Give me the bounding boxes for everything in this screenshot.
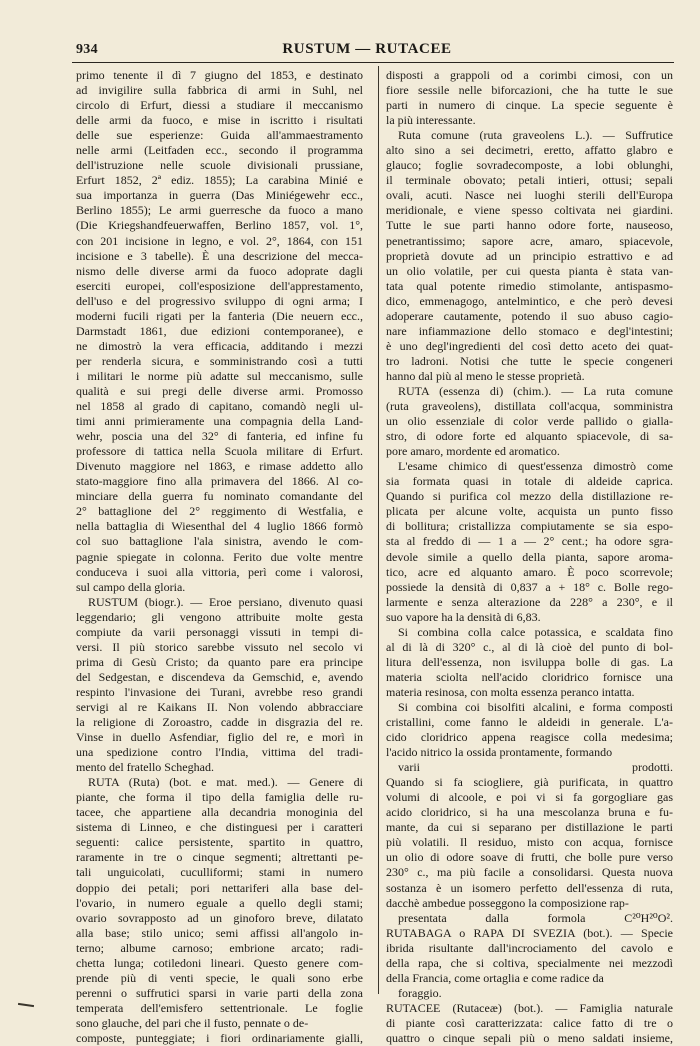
text-line: 230° c., ma più facile a consolidarsi. Questa nuova (386, 865, 673, 880)
right-column (386, 68, 673, 1046)
text-line: volumi di alcoole, e poi vi si fa gorgogliare gas (386, 790, 673, 805)
text-line: varii prodotti. (398, 760, 673, 775)
text-line: sono glauche, del pari che il fusto, pennate o de- (76, 1015, 309, 1030)
text-line: disposti a grappoli od a corimbi cimosi, con un (386, 68, 673, 82)
margin-mark (18, 1003, 34, 1007)
text-line: l'ovario, in numero eguale a quello degli stami; (76, 895, 363, 910)
text-line: Quando si fa sciogliere, già purificata, in quattro (386, 775, 673, 790)
text-line: doppio dei petali; pori nettariferi alla base del- (76, 880, 363, 895)
text-line: qualità e sui pregi delle diverse armi. Promosso (76, 383, 363, 398)
text-line: servigi al re Kaikans II. Non volendo abbracciare (76, 699, 363, 714)
text-line: tico, acre ed alquanto amaro. È poco scorrevole; (386, 564, 673, 579)
text-line: fiore sessile nelle biforcazioni, che ha tutte le sue (386, 83, 673, 98)
text-line: ibrida risultante dall'incrociamento del cavolo e (386, 940, 673, 955)
column-divider (378, 66, 379, 994)
text-line: incisione e 3 tabelle). È una descrizione del mecca- (76, 248, 363, 263)
text-line: dell'istruzione nelle scuole divisionali prussiane, (76, 158, 363, 173)
text-line: litura dell'essenza, non isviluppa bolle di gas. La (386, 654, 673, 669)
text-line: (Die Kriegshandfeuerwaffen, Berlino 1857, vol. 1°, (76, 218, 363, 233)
text-line: presentata dalla formola C²⁰H²⁰O². (398, 910, 673, 925)
text-line: di bollitura; cristallizza compiutamente se sia espo- (386, 519, 673, 534)
text-line: suo vapore ha la densità di 6,83. (386, 609, 541, 624)
text-line: cido cloridrico appena reagisce colla medesima; (386, 730, 673, 745)
text-line: RUTA (essenza di) (chim.). — La ruta comune (398, 383, 673, 398)
text-line: acido cloridrico, si ha una mescolanza bruna e fu- (386, 805, 673, 820)
text-line: timi anni primieramente una compagnia della Land- (76, 414, 363, 429)
text-line: la più interessante. (386, 113, 476, 128)
text-line: possiede la densità di 0,837 a + 18° c. Bolle rego- (386, 579, 673, 594)
text-line: Quando si purifica col mezzo della distillazione re- (386, 489, 673, 504)
text-line: tali unguicolati, cuculliformi; stami in numero (76, 865, 363, 880)
text-line: una spedizione contro l'India, vittima del tradi- (76, 745, 363, 760)
text-line: tata qual potente rimedio stimolante, antispasmo- (386, 278, 673, 293)
text-line: ad invigilire sulla fabbrica di armi in Suhl, nel (76, 83, 363, 98)
text-line: Tutte le sue parti hanno odore forte, nauseoso, (386, 218, 673, 233)
text-line: RUTACEE (Rutaceæ) (bot.). — Famiglia naturale (386, 1000, 673, 1015)
text-line: dell'uso e del progressivo sviluppo di ogni arma; I (76, 293, 363, 308)
text-line: Divenuto maggiore nel 1863, e rimase addetto allo (76, 459, 363, 474)
text-line: col suo battaglione l'ala sinistra, avendo le com- (76, 534, 363, 549)
text-line: delle armi da fuoco, e mise in iscritto i risultati (76, 113, 363, 128)
text-line: Ruta comune (ruta graveolens L.). — Suffrutice (398, 128, 673, 143)
text-line: terno; albume carnoso; embrione arcato; radi- (76, 940, 363, 955)
text-line: un olio volatile, per cui questa pianta è stata van- (386, 263, 673, 278)
text-line: un olio di odore soave di frutti, che bolle pure verso (386, 850, 673, 865)
text-line: respinto l'invasione dei Turani, avrebbe reso grandi (76, 684, 363, 699)
text-line: la religione di Zoroastro, cadde in disgrazia del re. (76, 715, 363, 730)
text-line: stato-maggiore fino alla primavera del 1866. Al co- (76, 474, 363, 489)
text-line: materia sciolta nell'acido cloridrico fornisce una (386, 669, 673, 684)
text-line: primo tenente il dì 7 giugno del 1853, e destinato (76, 68, 363, 82)
text-line: quattro o cinque sepali più o meno saldati insieme, (386, 1031, 673, 1045)
header-rule (72, 62, 674, 63)
text-line: devole simile a quello della pianta, sapore aroma- (386, 549, 673, 564)
text-line: foraggio. (398, 985, 442, 1000)
text-line: perenni o suffrutici sparsi in varie parti della zona (76, 985, 363, 1000)
text-line: nismo delle diverse armi da fuoco adoprate dagli (76, 263, 363, 278)
text-line: proprietà dovute ad un principio estrattivo e ad (386, 248, 673, 263)
text-line: delle sue esperienze: Guida all'ammaestramento (76, 128, 363, 143)
text-line: con 201 incisione in legno, e vol. 2°, 1864, con 151 (76, 233, 363, 248)
text-line: alto sino a sei decimetri, eretto, affatto glabro e (386, 143, 673, 158)
page-number: 934 (76, 42, 98, 57)
text-line: ovario sovrapposto ad un ginoforo breve, dilatato (76, 910, 363, 925)
text-line: RUSTUM (biogr.). — Eroe persiano, divenuto quasi (88, 594, 363, 609)
text-line: pagnie spiegate in colonna. Ferito due volte mentre (76, 549, 363, 564)
text-line: materia resinosa, con molta essenza peranco intatta. (386, 684, 635, 699)
text-line: RUTABAGA o RAPA DI SVEZIA (bot.). — Specie (386, 925, 673, 940)
page-header (60, 40, 674, 62)
text-line: sostanza è un isomero perfetto dell'essenza di ruta, (386, 880, 673, 895)
text-line: prima di Gesù Cristo; da quanto pare era principe (76, 654, 363, 669)
text-line: wehr, poscia una del 32° di fanteria, ed infine fu (76, 429, 363, 444)
text-line: mento del fratello Scheghad. (76, 760, 214, 775)
text-line: hanno dal più al meno le stesse proprietà. (386, 368, 585, 383)
text-line: (ruta graveolens), distillata coll'acqua, somministra (386, 399, 673, 414)
text-line: della Francia, come ortaglia e come radice da (386, 970, 604, 985)
text-line: prende più di venti specie, le quali sono erbe (76, 970, 363, 985)
text-line: l'acido nitrico la ossida prontamente, formando (386, 745, 613, 760)
text-line: circolo di Erfurt, diessi a studiare il meccanismo (76, 98, 363, 113)
text-line: seguenti: calice persistente, spartito in quattro, (76, 835, 363, 850)
text-line: stro, di odore forte ed alquanto spiacevole, di sa- (386, 429, 673, 444)
text-line: professore di tattica nella Scuola militare di Erfurt. (76, 444, 363, 459)
text-line: ovali, acuti. Nasce nei luoghi sterili dell'Europa (386, 188, 673, 203)
text-line: tro ladroni. Notisi che tutte le specie congeneri (386, 353, 673, 368)
text-line: piante, che forma il tipo della famiglia delle ru- (76, 790, 363, 805)
text-line: un olio essenziale di color verde pallido o gialla- (386, 414, 673, 429)
text-line: RUTA (Ruta) (bot. e mat. med.). — Genere di (88, 775, 363, 790)
text-line: è uno degl'ingredienti del così detto aceto dei quat- (386, 338, 673, 353)
running-title: RUSTUM — RUTACEE (282, 41, 452, 57)
text-line: sta al freddo di — 1 a — 2° cent.; ha odore sgra- (386, 534, 673, 549)
left-column (76, 68, 363, 1046)
text-line: cristallini, come fanno le aldeidi in generale. L'a- (386, 715, 673, 730)
text-line: della rapa, che si coltiva, specialmente nei mezzodì (386, 955, 673, 970)
text-line: temperata dell'emisfero settentrionale. Le foglie (76, 1000, 363, 1015)
text-line: sistema di Linneo, e che distinguesi per i caratteri (76, 820, 363, 835)
text-line: raramente in tre o cinque segmenti; altrettanti pe- (76, 850, 363, 865)
text-line: nelle armi (Leitfaden ecc., secondo il programma (76, 143, 363, 158)
text-line: i militari le norme più adatte sul meccanismo, sulle (76, 368, 363, 383)
text-line: sua importanza in guerra (Das Miniégewehr ecc., (76, 188, 363, 203)
text-line: 2° battaglione del 2° reggimento di Westfalia, e (76, 504, 363, 519)
text-line: minciare della guerra fu nominato comandante del (76, 489, 363, 504)
text-line: nare infiammazione dello stomaco e degl'intestini; (386, 323, 673, 338)
text-line: L'esame chimico di quest'essenza dimostrò come (398, 459, 673, 474)
text-line: conduceva i suoi alla vittoria, perì come i valorosi, (76, 564, 363, 579)
text-line: leggendario; gli vengono attribuite molte gesta (76, 609, 363, 624)
text-line: Berlino 1855); Le armi guerresche da fuoco a mano (76, 203, 363, 218)
text-line: meridionale, e viene spesso coltivata nei giardini. (386, 203, 673, 218)
text-line: sul campo della gloria. (76, 579, 186, 594)
text-line: glauco; foglie sovradecomposte, a lobi oblunghi, (386, 158, 673, 173)
text-line: di piante così caratterizzata: calice fatto di tre o (386, 1015, 673, 1030)
text-line: al di là di 320° c., al di là cioè del punto di bol- (386, 639, 673, 654)
text-line: più volatili. Il residuo, misto con acqua, fornisce (386, 835, 673, 850)
text-line: Si combina coi bisolfiti alcalini, e forma composti (398, 699, 673, 714)
text-line: composte, punteggiate; i fiori ordinariamente gialli, (76, 1031, 363, 1045)
text-line: Erfurt 1852, 2ª ediz. 1855); La carabina Minié e (76, 173, 363, 188)
text-line: del Sedgestan, e discendeva da Gemschid, e, avendo (76, 669, 363, 684)
text-line: nella battaglia di Wiesenthal del 4 luglio 1866 formò (76, 519, 363, 534)
text-line: larmente e senza alterazione da 228° a 230°, e il (386, 594, 673, 609)
text-line: dacchè ambedue posseggono la composizione rap- (386, 895, 629, 910)
text-line: versi. Il più storico sarebbe vissuto nel secolo vi (76, 639, 363, 654)
text-line: chetta lunga; cotiledoni lineari. Questo genere com- (76, 955, 363, 970)
text-line: compiute da varii personaggi vissuti in tempi di- (76, 624, 363, 639)
text-line: parti in numero di cinque. La specie seguente è (386, 98, 673, 113)
text-line: il terminale obovato; petali intieri, ottusi; sepali (386, 173, 673, 188)
text-line: Vinse in duello Asfendiar, figlio del re, e morì in (76, 730, 363, 745)
text-line: sia formata quasi in totale di aldeide caprica. (386, 474, 673, 489)
text-line: adoperare cautamente, potendo il suo abuso cagio- (386, 308, 673, 323)
text-line: mante, da cui si separano per distillazione le parti (386, 820, 673, 835)
text-line: dico, emmenagogo, antelmintico, e che però devesi (386, 293, 673, 308)
text-line: pore amaro, mordente ed aromatico. (386, 444, 560, 459)
text-line: ne dimostrò la vera efficacia, additando i mezzi (76, 338, 363, 353)
text-line: penetrantissimo; sapore acre, amaro, spiacevole, (386, 233, 673, 248)
text-line: moderni fucili rigati per la fanteria (Die neuern ecc., (76, 308, 363, 323)
text-line: Darmstadt 1861, due edizioni contemporanee), e (76, 323, 363, 338)
text-line: nel 1858 al grado di capitano, comandò negli ul- (76, 399, 363, 414)
text-line: plicata per alcune volte, acquista un punto fisso (386, 504, 673, 519)
text-line: Si combina colla calce potassica, e scaldata fino (398, 624, 673, 639)
text-line: tacee, che appartiene alla decandria monoginia del (76, 805, 363, 820)
text-line: alla base; stilo unico; semi affissi all'angolo in- (76, 925, 363, 940)
text-line: per renderla sicura, e somministrando così a tutti (76, 353, 363, 368)
text-line: eserciti europei, coll'esposizione dell'apprestamento, (76, 278, 363, 293)
